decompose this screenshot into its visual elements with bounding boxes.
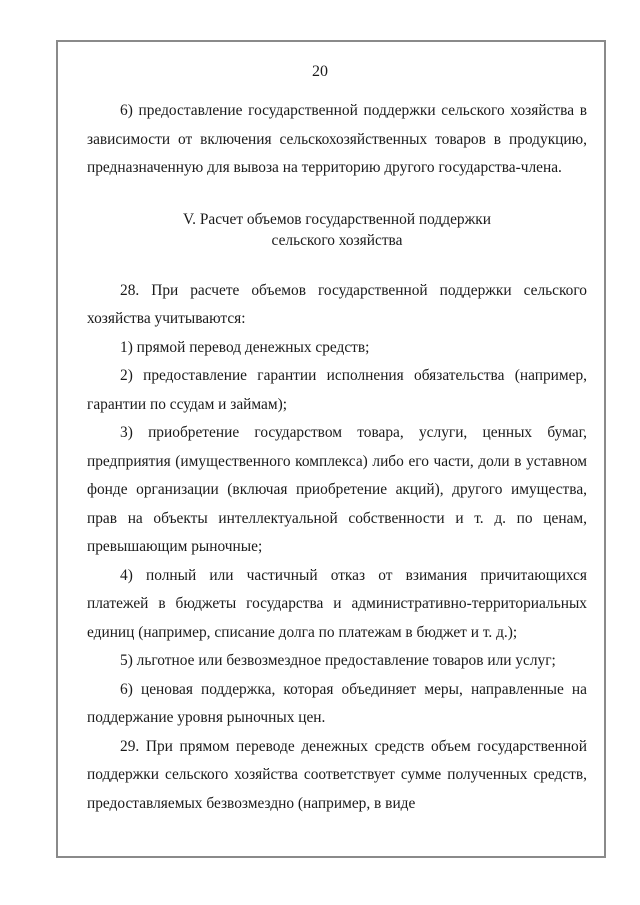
paragraph-28: 28. При расчете объемов государственной поддержки сельского хозяйства учитываются:	[87, 281, 587, 327]
paragraph-item-6-support-export: 6) предоставление государственной поддержки сельского хозяйства в зависимости от включения сельскохозяйственных товаров в продукцию, предназначенную для вывоза на территорию другого государства-члена.	[87, 102, 587, 176]
document-body	[87, 97, 587, 818]
section-heading	[87, 209, 587, 251]
paragraph-item-1: 1) прямой перевод денежных средств;	[120, 338, 370, 356]
paragraph-item-4: 4) полный или частичный отказ от взимания причитающихся платежей в бюджеты государства и административно-территориальных единиц (например, списание долга по платежам в бюджет и т. д.);	[87, 566, 587, 641]
paragraph-item-6-price-support: 6) ценовая поддержка, которая объединяет меры, направленные на поддержание уровня рыночных цен.	[87, 680, 587, 726]
section-title-line-1: V. Расчет объемов государственной поддержки	[183, 210, 491, 228]
paragraph-item-5: 5) льготное или безвозмездное предоставление товаров или услуг;	[120, 652, 556, 669]
paragraph-item-2: 2) предоставление гарантии исполнения обязательства (например, гарантии по ссудам и займам);	[87, 367, 587, 413]
section-title-line-2: сельского хозяйства	[271, 231, 403, 249]
paragraph-item-3: 3) приобретение государством товара, услуги, ценных бумаг, предприятия (имущественного комплекса) либо его части, доли в уставном фонде организации (включая приобретение акций), другого имущества, прав на объекты интеллектуальной собственности и т. д. по ценам, превышающим рыночные;	[87, 424, 587, 555]
page-number: 20	[312, 63, 328, 80]
paragraph-29: 29. При прямом переводе денежных средств объем государственной поддержки сельского хозяйства соответствует сумме полученных средств, предоставляемых безвозмездно (например, в виде	[87, 737, 587, 812]
